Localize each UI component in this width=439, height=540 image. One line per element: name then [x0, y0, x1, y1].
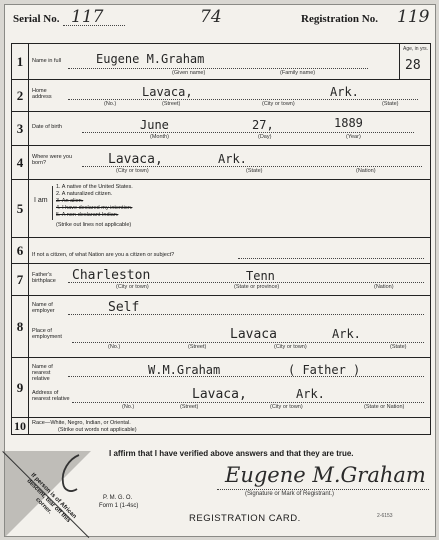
city-caption: (City or town)	[270, 404, 303, 410]
print-code: 2-6153	[377, 513, 393, 519]
race-label: Race—White, Negro, Indian, or Oriental.	[32, 420, 131, 426]
nation-caption: (Nation)	[374, 284, 394, 290]
affirmation-text: I affirm that I have verified above answers and that they are true.	[109, 449, 354, 458]
dotted-line	[68, 99, 418, 100]
serial-label: Serial No.	[13, 13, 60, 25]
serial-value: 117	[71, 7, 104, 27]
place-of-employment-label: Place of employment	[32, 328, 62, 340]
hand-mark-icon	[51, 451, 85, 497]
signature: Eugene M.Graham	[225, 463, 426, 487]
family-name-caption: (Family name)	[280, 70, 316, 76]
order-number: 74	[200, 7, 222, 27]
serial-line	[63, 25, 125, 26]
age-column	[399, 44, 430, 79]
row-date-of-birth	[12, 112, 430, 146]
signature-line	[217, 489, 429, 490]
relative-state: Ark.	[296, 387, 325, 401]
registration-label: Registration No.	[301, 13, 378, 25]
street-caption: (Street)	[188, 344, 207, 350]
dotted-line	[72, 342, 424, 343]
option-declared: 4. I have declared my intention.	[56, 205, 133, 211]
age-label: Age, in yrs.	[403, 46, 429, 52]
year-caption: (Year)	[346, 134, 361, 140]
relative-address-label: Address of nearest relative	[32, 390, 70, 402]
row-nationality	[12, 238, 430, 264]
corner-instruction: If person is of African descent, tear off this corner.	[25, 472, 78, 525]
age-value: 28	[405, 58, 421, 73]
state-nation-caption: (State or Nation)	[364, 404, 405, 410]
registration-value: 119	[397, 7, 430, 27]
home-state: Ark.	[330, 85, 359, 99]
birth-city: Lavaca,	[108, 152, 163, 167]
row-number: 9	[12, 358, 29, 417]
employment-state: Ark.	[332, 327, 361, 341]
employment-city: Lavaca	[230, 327, 277, 342]
father-city: Charleston	[72, 268, 151, 283]
city-caption: (City or town)	[116, 168, 149, 174]
home-address-label: Home address	[32, 88, 52, 100]
dotted-line	[68, 282, 424, 283]
registration-card	[4, 4, 436, 537]
city-caption: (City or town)	[262, 101, 295, 107]
nation-caption: (Nation)	[356, 168, 376, 174]
dotted-line	[82, 132, 414, 133]
street-caption: (Street)	[162, 101, 181, 107]
row-birthplace	[12, 146, 430, 180]
name-value: Eugene M.Graham	[96, 52, 205, 66]
birthplace-label: Where were you born?	[32, 154, 73, 166]
home-city: Lavaca,	[142, 85, 193, 99]
month-caption: (Month)	[150, 134, 169, 140]
no-caption: (No.)	[108, 344, 121, 350]
state-caption: (State or province)	[234, 284, 280, 290]
city-caption: (City or town)	[116, 284, 149, 290]
relative-city: Lavaca,	[192, 387, 247, 402]
strike-note: (Strike out lines not applicable)	[56, 222, 132, 228]
row-citizenship	[12, 180, 430, 238]
state-caption: (State)	[382, 101, 399, 107]
row-number: 8	[12, 296, 29, 357]
dotted-line	[238, 258, 424, 259]
row-race	[12, 418, 430, 435]
nationality-label: If not a citizen, of what Nation are you a citizen or subject?	[32, 252, 175, 258]
birth-state: Ark.	[218, 152, 247, 166]
given-name-caption: (Given name)	[172, 70, 206, 76]
relative-name: W.M.Graham	[148, 363, 221, 377]
birth-year: 1889	[334, 116, 363, 130]
day-caption: (Day)	[258, 134, 272, 140]
form-grid	[11, 43, 431, 435]
row-nearest-relative	[12, 358, 430, 418]
card-title: REGISTRATION CARD.	[189, 513, 301, 524]
father-state: Tenn	[246, 269, 275, 283]
birth-month: June	[140, 118, 169, 132]
signature-caption: (Signature or Mark of Registrant.)	[245, 491, 335, 497]
employer-value: Self	[108, 300, 140, 315]
no-caption: (No.)	[122, 404, 135, 410]
brace-line	[52, 186, 53, 220]
option-non-declarant: 5. A non-declarant Indian.	[56, 212, 119, 218]
row-name	[12, 44, 430, 80]
name-label: Name in full	[32, 58, 62, 64]
dotted-line	[68, 314, 424, 315]
dotted-line	[68, 376, 424, 377]
i-am-label: I am	[34, 197, 48, 204]
option-naturalized: 2. A naturalized citizen.	[56, 191, 113, 197]
dotted-line	[82, 166, 422, 167]
state-caption: (State)	[390, 344, 407, 350]
race-note: (Strike out words not applicable)	[58, 427, 137, 433]
row-number: 1	[12, 44, 29, 79]
form-code: P. M. G. O.	[103, 495, 133, 501]
row-father-birthplace	[12, 264, 430, 296]
dob-label: Date of birth	[32, 124, 62, 130]
row-number: 4	[12, 146, 29, 179]
row-home-address	[12, 80, 430, 112]
row-number: 10	[12, 418, 29, 435]
dotted-line	[68, 68, 368, 69]
row-number: 3	[12, 112, 29, 145]
street-caption: (Street)	[180, 404, 199, 410]
row-employer	[12, 296, 430, 358]
option-native: 1. A native of the United States.	[56, 184, 133, 190]
form-number: Form 1 (1-4sc)	[99, 503, 139, 509]
row-number: 5	[12, 180, 29, 237]
row-number: 6	[12, 238, 29, 263]
birth-day: 27,	[252, 118, 274, 132]
no-caption: (No.)	[104, 101, 117, 107]
state-caption: (State)	[246, 168, 263, 174]
row-number: 2	[12, 80, 29, 111]
employer-label: Name of employer	[32, 302, 55, 314]
relative-label: Name of nearest relative	[32, 364, 53, 382]
father-birthplace-label: Father's birthplace	[32, 272, 56, 284]
relative-relation: ( Father )	[288, 363, 361, 377]
row-number: 7	[12, 264, 29, 295]
city-caption: (City or town)	[274, 344, 307, 350]
option-alien: 3. An alien.	[56, 198, 84, 204]
dotted-line	[72, 402, 424, 403]
